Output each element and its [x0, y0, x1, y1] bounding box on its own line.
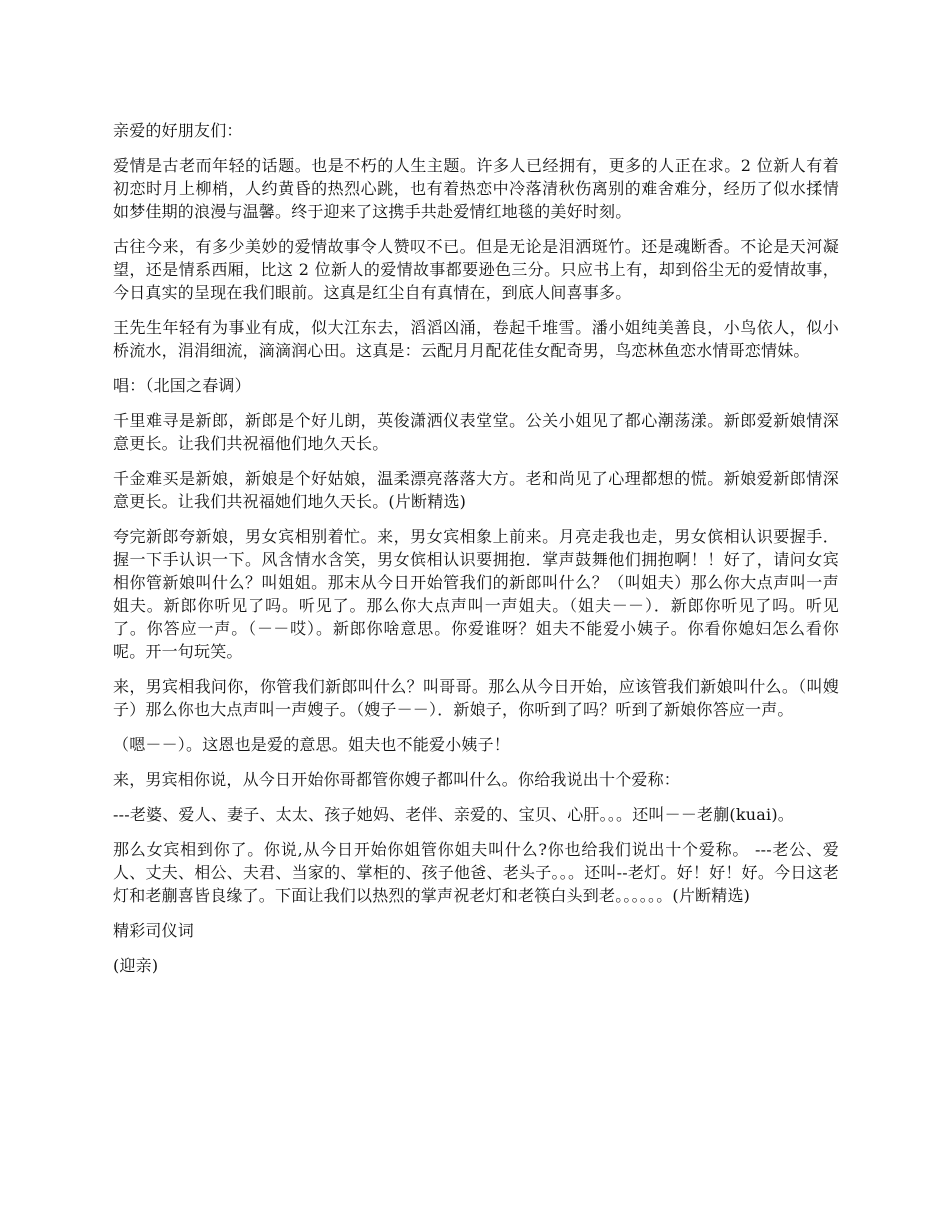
- paragraph-song-title: 唱：（北国之春调）: [113, 376, 251, 395]
- paragraph-wife-nicknames: ---老婆、爱人、妻子、太太、孩子她妈、老伴、亲爱的、宝贝、心肝。。。还叫－－老蒯(kuai)。: [113, 805, 794, 824]
- subsection-label: (迎亲): [113, 956, 159, 975]
- paragraph-joke: （嗯－－）。这恩也是爱的意思。姐夫也不能爱小姨子！: [113, 735, 511, 754]
- paragraph-love-theme: 爱情是古老而年轻的话题。也是不朽的人生主题。许多人已经拥有，更多的人正在求。2 位新人有着初恋时月上柳梢，人约黄昏的热烈心跳，也有着热恋中冷落清秋伤离别的难舍难分，经历了似水揉情如梦佳期的浪漫与温馨。终于迎来了这携手共赴爱情红地毯的美好时刻。: [113, 156, 839, 221]
- paragraph-couple-intro: 王先生年轻有为事业有成，似大江东去，滔滔凶涌，卷起千堆雪。潘小姐纯美善良，小鸟依人，似小桥流水，涓涓细流，滴滴润心田。这真是：云配月月配花佳女配奇男，鸟恋林鱼恋水情哥恋情妹。: [113, 318, 839, 360]
- paragraph-bridesmaid-dialogue: 夸完新郎夸新娘，男女宾相别着忙。来，男女宾相象上前来。月亮走我也走，男女傧相认识要握手．握一下手认识一下。风含情水含笑，男女傧相认识要拥抱．掌声鼓舞他们拥抱啊！！好了，请问女宾相你管新娘叫什么？叫姐姐。那末从今日开始管我们的新郎叫什么？（叫姐夫）那么你大点声叫一声姐夫。新郎你听见了吗。听见了。那么你大点声叫一声姐夫。（姐夫－－）．新郎你听见了吗。听见了。你答应一声。（－－哎）。新郎你啥意思。你爱谁呀？姐夫不能爱小姨子。你看你媳妇怎么看你呢。开一句玩笑。: [113, 527, 839, 661]
- section-heading: 精彩司仪词: [113, 921, 195, 940]
- paragraph-love-stories: 古往今来，有多少美妙的爱情故事令人赞叹不已。但是无论是泪洒斑竹。还是魂断香。不论是天河凝望，还是情系西厢，比这 2 位新人的爱情故事都要逊色三分。只应书上有，却到俗尘无的爱情故事，今日真实的呈现在我们眼前。这真是红尘自有真情在，到底人间喜事多。: [113, 237, 839, 302]
- paragraph-groomsman-dialogue: 来，男宾相我问你，你管我们新郎叫什么？叫哥哥。那么从今日开始，应该管我们新娘叫什么。（叫嫂子）那么你也大点声叫一声嫂子。（嫂子－－）．新娘子，你听到了吗？听到了新娘你答应一声。: [113, 677, 839, 719]
- document-body: [113, 119, 839, 989]
- paragraph-husband-nicknames: 那么女宾相到你了。你说,从今日开始你姐管你姐夫叫什么?你也给我们说出十个爱称。 ---老公、爱人、丈夫、相公、夫君、当家的、掌柜的、孩子他爸、老头子。。。还叫--老灯。好！好！好。今日这老灯和老蒯喜皆良缘了。下面让我们以热烈的掌声祝老灯和老筷白头到老。。。。。。(片断精选): [113, 840, 839, 905]
- paragraph-song-groom: 千里难寻是新郎，新郎是个好儿朗，英俊潇洒仪表堂堂。公关小姐见了都心潮荡漾。新郎爱新娘情深意更长。让我们共祝福他们地久天长。: [113, 411, 839, 453]
- paragraph-nicknames-prompt: 来，男宾相你说，从今日开始你哥都管你嫂子都叫什么。你给我说出十个爱称：: [113, 770, 681, 789]
- paragraph-song-bride: 千金难买是新娘，新娘是个好姑娘，温柔漂亮落落大方。老和尚见了心理都想的慌。新娘爱新郎情深意更长。让我们共祝福她们地久天长。(片断精选): [113, 469, 839, 511]
- greeting-paragraph: 亲爱的好朋友们：: [113, 121, 243, 140]
